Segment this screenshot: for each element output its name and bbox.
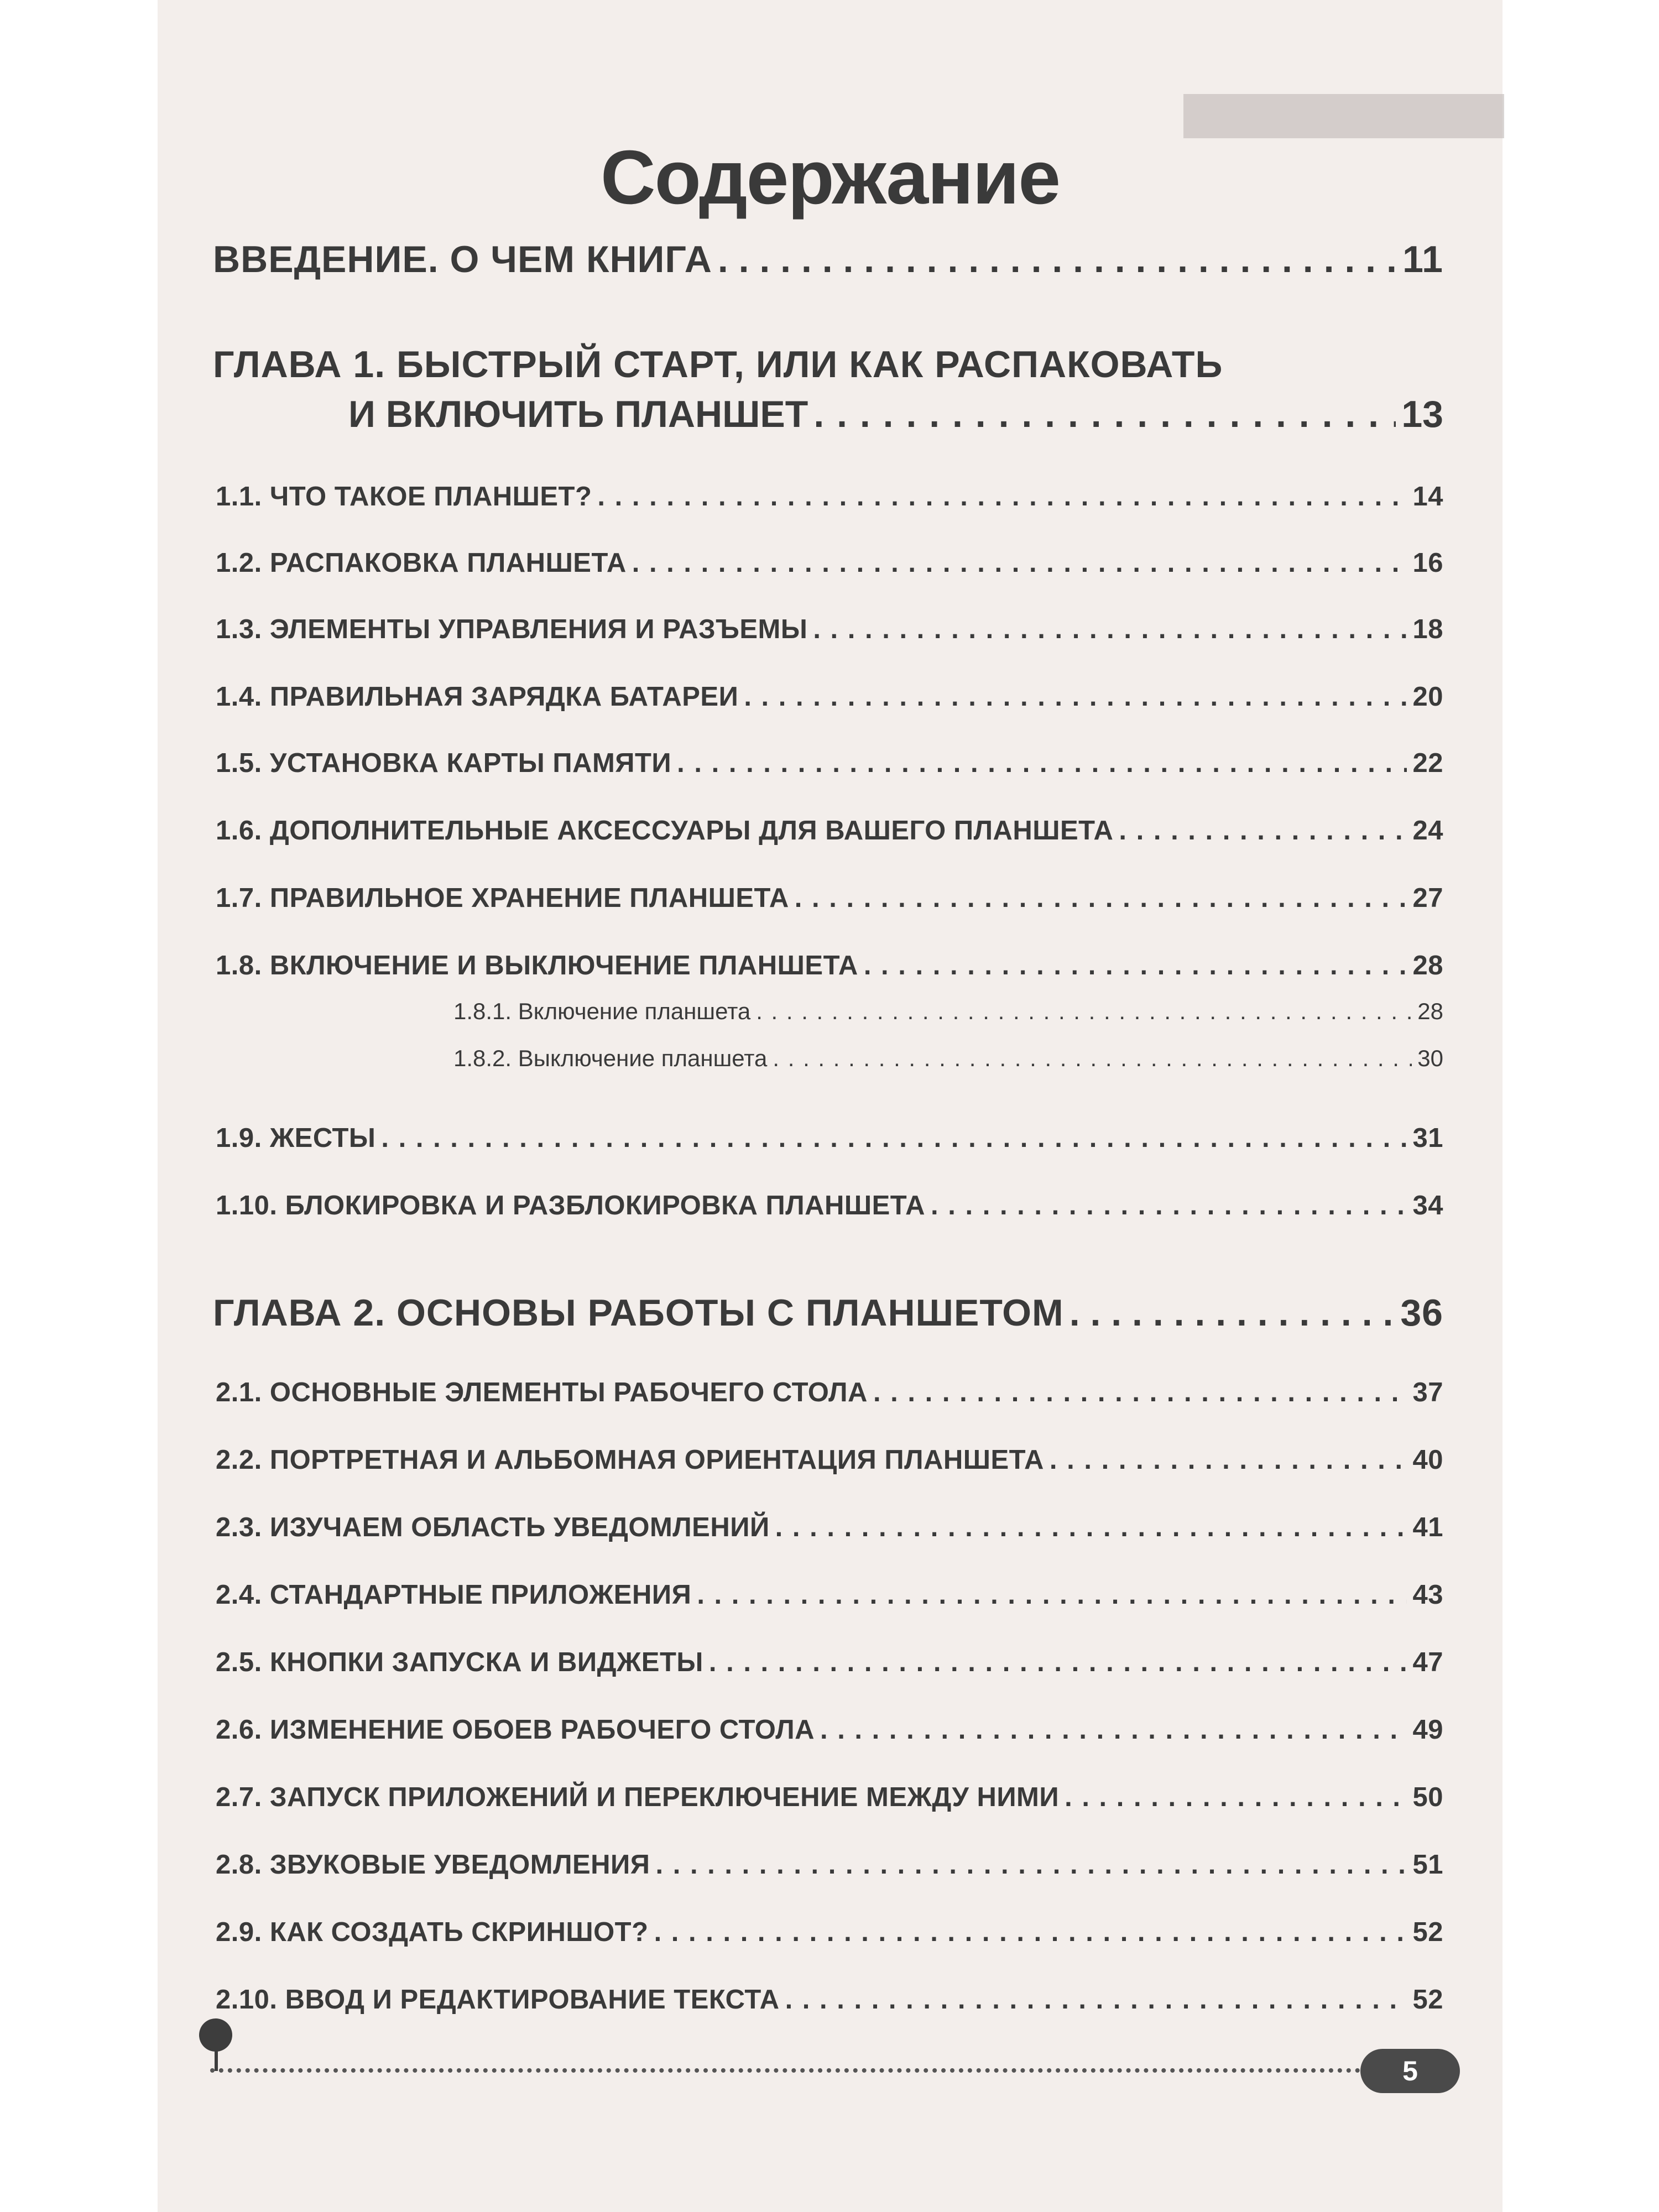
toc-page: 49 [1412, 1715, 1443, 1745]
toc-section [216, 681, 1443, 712]
toc-section [216, 950, 1443, 981]
toc-page: 31 [1412, 1123, 1443, 1153]
toc-label: 2.2. ПОРТРЕТНАЯ И АЛЬБОМНАЯ ОРИЕНТАЦИЯ ПЛАНШЕТА [216, 1445, 1044, 1475]
toc-section [216, 1512, 1443, 1543]
leader-dots [931, 1190, 1407, 1221]
toc-page: 41 [1412, 1512, 1443, 1542]
leader-dots [709, 1647, 1407, 1678]
toc-label: 1.4. ПРАВИЛЬНАЯ ЗАРЯДКА БАТАРЕИ [216, 682, 739, 712]
toc-section [216, 1917, 1443, 1948]
leader-dots [820, 1714, 1407, 1745]
toc-page: 11 [1402, 238, 1443, 280]
toc-page: 13 [1401, 393, 1443, 435]
toc-page: 30 [1417, 1045, 1443, 1071]
leader-dots [718, 238, 1397, 281]
toc-page: 51 [1412, 1850, 1443, 1880]
toc-label: 2.10. ВВОД И РЕДАКТИРОВАНИЕ ТЕКСТА [216, 1985, 780, 2015]
toc-section [216, 1579, 1443, 1610]
toc-page: 14 [1412, 482, 1443, 512]
toc-subsection [453, 1045, 1443, 1072]
footer-bullet-icon [199, 2018, 232, 2052]
footer-stem [215, 2049, 218, 2071]
toc-section [216, 1984, 1443, 2015]
toc-label: 1.8. ВКЛЮЧЕНИЕ И ВЫКЛЮЧЕНИЕ ПЛАНШЕТА [216, 951, 858, 980]
toc-label: 2.7. ЗАПУСК ПРИЛОЖЕНИЙ И ПЕРЕКЛЮЧЕНИЕ МЕЖДУ НИМИ [216, 1782, 1060, 1812]
toc-chapter-2 [213, 1291, 1443, 1334]
toc-label: 1.1. ЧТО ТАКОЕ ПЛАНШЕТ? [216, 482, 592, 512]
leader-dots [1065, 1782, 1407, 1813]
leader-dots [773, 1045, 1412, 1072]
toc-label: 1.9. ЖЕСТЫ [216, 1123, 376, 1153]
toc-label: 1.7. ПРАВИЛЬНОЕ ХРАНЕНИЕ ПЛАНШЕТА [216, 883, 789, 913]
toc-page: 47 [1412, 1647, 1443, 1677]
toc-label: 1.8.2. Выключение планшета [453, 1045, 768, 1071]
toc-page: 52 [1412, 1917, 1443, 1947]
leader-dots [864, 950, 1407, 981]
leader-dots [1119, 815, 1407, 846]
toc-page: 37 [1412, 1378, 1443, 1407]
toc-page: 43 [1412, 1580, 1443, 1610]
toc-page: 28 [1412, 951, 1443, 980]
toc-label: 1.10. БЛОКИРОВКА И РАЗБЛОКИРОВКА ПЛАНШЕТА [216, 1191, 926, 1220]
leader-dots [697, 1579, 1407, 1610]
leader-dots [873, 1377, 1407, 1408]
toc-page: 20 [1412, 682, 1443, 712]
leader-dots [1050, 1444, 1407, 1475]
toc-page: 52 [1412, 1985, 1443, 2015]
toc-label: ГЛАВА 2. ОСНОВЫ РАБОТЫ С ПЛАНШЕТОМ [213, 1292, 1064, 1334]
leader-dots [597, 481, 1407, 512]
toc-section [216, 1782, 1443, 1813]
toc-page: 36 [1400, 1292, 1443, 1334]
toc-label: 1.3. ЭЛЕМЕНТЫ УПРАВЛЕНИЯ И РАЗЪЕМЫ [216, 614, 808, 644]
page-number-badge: 5 [1360, 2049, 1460, 2093]
leader-dots [744, 681, 1407, 712]
toc-section [216, 481, 1443, 512]
toc-page: 27 [1412, 883, 1443, 913]
toc-label: 2.1. ОСНОВНЫЕ ЭЛЕМЕНТЫ РАБОЧЕГО СТОЛА [216, 1378, 868, 1407]
toc-label: 1.8.1. Включение планшета [453, 998, 751, 1024]
toc-section [216, 1849, 1443, 1880]
toc-label: 1.5. УСТАНОВКА КАРТЫ ПАМЯТИ [216, 748, 672, 778]
toc-label: ВВЕДЕНИЕ. О ЧЕМ КНИГА [213, 238, 712, 280]
chapter-1-title-line-1: ГЛАВА 1. БЫСТРЫЙ СТАРТ, ИЛИ КАК РАСПАКОВАТЬ [213, 343, 1223, 385]
toc-page: 18 [1412, 614, 1443, 644]
toc-section [216, 1190, 1443, 1221]
toc-page: 28 [1417, 998, 1443, 1024]
leader-dots [813, 393, 1396, 436]
toc-page: 40 [1412, 1445, 1443, 1475]
toc-section [216, 883, 1443, 914]
toc-label: 2.3. ИЗУЧАЕМ ОБЛАСТЬ УВЕДОМЛЕНИЙ [216, 1512, 770, 1542]
leader-dots [756, 998, 1412, 1025]
toc-label: 2.5. КНОПКИ ЗАПУСКА И ВИДЖЕТЫ [216, 1647, 703, 1677]
toc-label: 2.9. КАК СОЗДАТЬ СКРИНШОТ? [216, 1917, 649, 1947]
toc-subsection [453, 998, 1443, 1025]
toc-chapter-1 [348, 393, 1443, 436]
toc-page: 34 [1412, 1191, 1443, 1220]
book-page [158, 0, 1503, 2212]
toc-section [216, 1123, 1443, 1154]
leader-dots [813, 614, 1407, 645]
toc-section [216, 748, 1443, 779]
toc-section [216, 1444, 1443, 1475]
footer-dotted-rule [210, 2068, 1360, 2073]
leader-dots [381, 1123, 1407, 1154]
toc-label: 2.8. ЗВУКОВЫЕ УВЕДОМЛЕНИЯ [216, 1850, 650, 1880]
toc-page: 50 [1412, 1782, 1443, 1812]
leader-dots [632, 547, 1407, 578]
toc-label: 2.4. СТАНДАРТНЫЕ ПРИЛОЖЕНИЯ [216, 1580, 692, 1610]
bleed-through-bar [1183, 94, 1504, 138]
leader-dots [1070, 1291, 1395, 1334]
leader-dots [785, 1984, 1407, 2015]
toc-section [216, 614, 1443, 645]
toc-section [216, 1714, 1443, 1745]
toc-section [216, 1647, 1443, 1678]
leader-dots [775, 1512, 1407, 1543]
toc-section [216, 815, 1443, 846]
toc-page: 22 [1412, 748, 1443, 778]
leader-dots [677, 748, 1407, 779]
toc-label: 2.6. ИЗМЕНЕНИЕ ОБОЕВ РАБОЧЕГО СТОЛА [216, 1715, 815, 1745]
toc-section [216, 1377, 1443, 1408]
page-title: Содержание [600, 135, 1060, 221]
leader-dots [656, 1849, 1407, 1880]
toc-label: 1.2. РАСПАКОВКА ПЛАНШЕТА [216, 548, 627, 578]
toc-page: 16 [1412, 548, 1443, 578]
toc-intro [213, 238, 1443, 281]
toc-label: 1.6. ДОПОЛНИТЕЛЬНЫЕ АКСЕССУАРЫ ДЛЯ ВАШЕГО ПЛАНШЕТА [216, 816, 1114, 846]
leader-dots [654, 1917, 1407, 1948]
leader-dots [795, 883, 1407, 914]
toc-page: 24 [1412, 816, 1443, 846]
toc-label: И ВКЛЮЧИТЬ ПЛАНШЕТ [348, 393, 808, 435]
toc-section [216, 547, 1443, 578]
